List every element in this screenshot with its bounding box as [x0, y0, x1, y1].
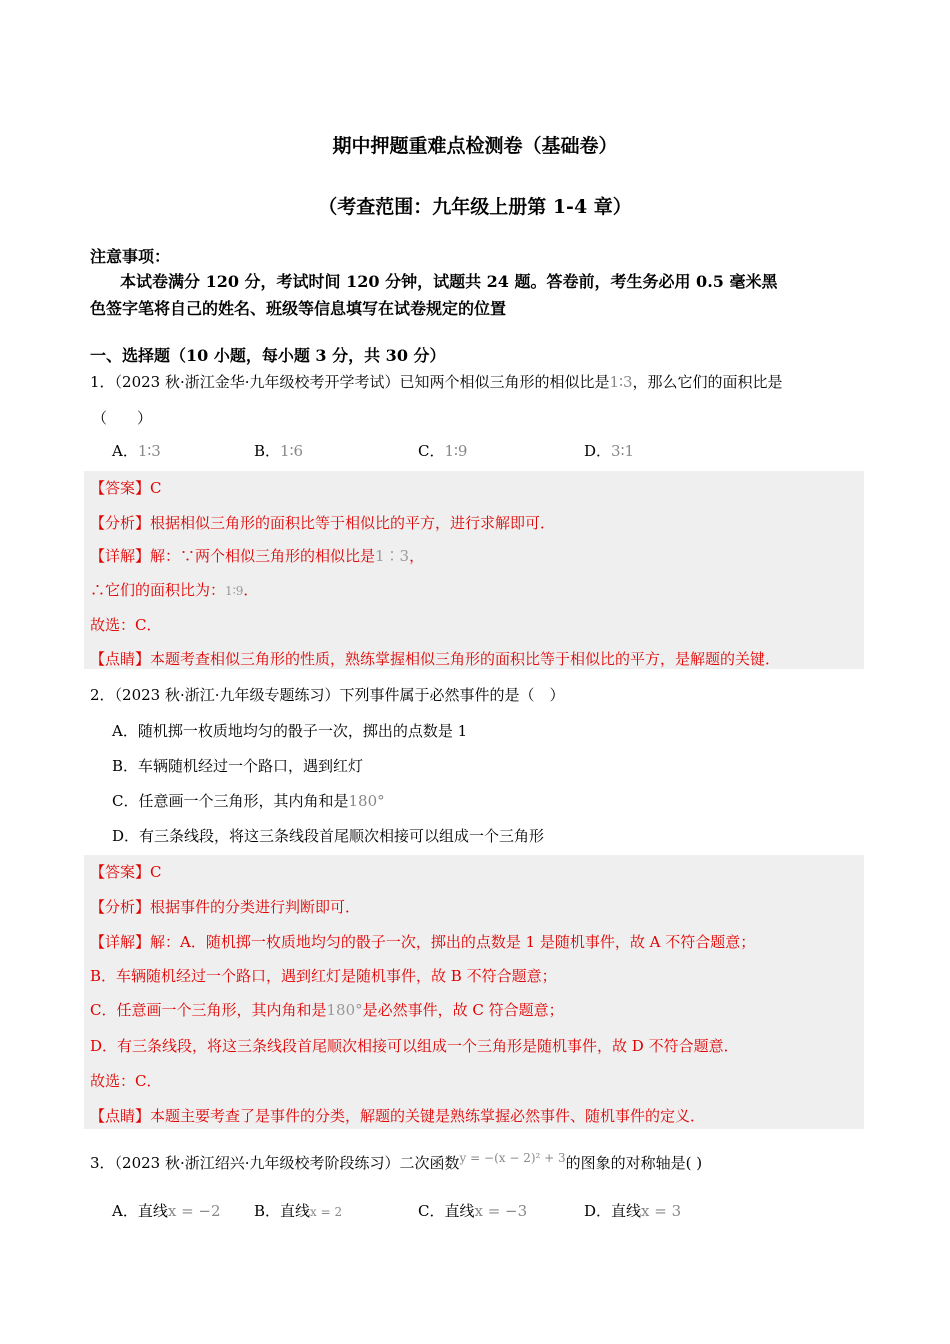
- question-number: 2．: [90, 686, 115, 704]
- detail-line-1: [90, 545, 424, 566]
- option-label: D．: [584, 442, 612, 460]
- comment-line: 【点睛】本题考查相似三角形的性质，熟练掌握相似三角形的面积比等于相似比的平方，是解题的关键．: [90, 650, 781, 668]
- detail-line-1: 【详解】解：A．随机掷一枚质地均匀的骰子一次，掷出的点数是 1 是随机事件，故 A 不符合题意；: [90, 933, 756, 951]
- question-3-stem: [90, 1152, 702, 1173]
- detail-line-2: B．车辆随机经过一个路口，遇到红灯是随机事件，故 B 不符合题意；: [90, 967, 557, 985]
- detail-text-end: ，: [409, 547, 425, 565]
- question-text-end: ，那么它们的面积比是: [632, 373, 783, 391]
- notice-line-2: 色签字笔将自己的姓名、班级等信息填写在试卷规定的位置: [90, 299, 507, 318]
- detail-text-end: 是必然事件，故 C 符合题意；: [362, 1001, 564, 1019]
- option-label: A．直线: [112, 1202, 168, 1220]
- math-expression: 180°: [348, 792, 385, 810]
- question-source: （2023 秋·浙江金华·九年级校考开学考试）: [114, 373, 400, 391]
- option-a: [112, 1200, 221, 1221]
- question-source: （2023 秋·浙江绍兴·九年级校考阶段练习）: [114, 1154, 400, 1172]
- answer-line: 【答案】C: [90, 863, 162, 881]
- option-a: A．随机掷一枚质地均匀的骰子一次，掷出的点数是 1: [112, 722, 468, 740]
- option-b: [254, 1200, 342, 1221]
- question-text: 下列事件属于必然事件的是（ ）: [339, 686, 565, 704]
- option-label: C．: [418, 442, 445, 460]
- option-math: x = 2: [310, 1205, 343, 1219]
- answer-line: 【答案】C: [90, 479, 162, 497]
- choice-line: 故选：C．: [90, 1072, 162, 1090]
- question-source: （2023 秋·浙江·九年级专题练习）: [114, 686, 340, 704]
- page-subtitle: （考查范围：九年级上册第 1-4 章）: [318, 196, 632, 218]
- analysis-line: 【分析】根据事件的分类进行判断即可．: [90, 898, 361, 916]
- question-number: 3．: [90, 1154, 115, 1172]
- notice-heading: 注意事项：: [90, 247, 171, 266]
- option-label: C．直线: [418, 1202, 475, 1220]
- math-expression: 1∶3: [609, 373, 633, 391]
- question-2-stem: [90, 684, 565, 705]
- math-expression: 1∶3: [375, 547, 410, 565]
- notice-line-1: 本试卷满分 120 分，考试时间 120 分钟，试题共 24 题。答卷前，考生务必用 0.5 毫米黑: [120, 272, 778, 291]
- option-math: 3∶1: [611, 442, 635, 460]
- detail-line-3: [90, 999, 564, 1020]
- question-number: 1．: [90, 373, 115, 391]
- choice-line: 故选：C．: [90, 616, 162, 634]
- page-title: 期中押题重难点检测卷（基础卷）: [332, 135, 618, 157]
- answer-block-2: [84, 855, 864, 1129]
- option-math: 1∶9: [444, 442, 468, 460]
- math-expression: y = −(x − 2)² + 3: [459, 1151, 566, 1165]
- option-text: C．任意画一个三角形，其内角和是: [112, 792, 349, 810]
- comment-line: 【点睛】本题主要考查了是事件的分类，解题的关键是熟练掌握必然事件、随机事件的定义．: [90, 1107, 706, 1125]
- option-math: 1∶6: [280, 442, 304, 460]
- question-text: 二次函数: [399, 1154, 460, 1172]
- option-d: [584, 440, 634, 461]
- analysis-line: 【分析】根据相似三角形的面积比等于相似比的平方，进行求解即可．: [90, 514, 556, 532]
- math-expression: 1∶9: [225, 584, 244, 598]
- option-a: [112, 440, 161, 461]
- question-1-stem: [90, 371, 783, 392]
- section-heading: 一、选择题（10 小题，每小题 3 分，共 30 分）: [90, 346, 446, 365]
- option-math: x = 3: [641, 1202, 682, 1220]
- answer-block-1: [84, 471, 864, 669]
- detail-text: C．任意画一个三角形，其内角和是: [90, 1001, 327, 1019]
- option-math: 1∶3: [137, 442, 161, 460]
- option-label: A．: [112, 442, 138, 460]
- option-label: D．直线: [584, 1202, 642, 1220]
- option-b: [254, 440, 303, 461]
- detail-line-4: D．有三条线段，将这三条线段首尾顺次相接可以组成一个三角形是随机事件，故 D 不符合题意．: [90, 1037, 739, 1055]
- detail-line-2: [90, 579, 258, 600]
- option-b: B．车辆随机经过一个路口，遇到红灯: [112, 757, 364, 775]
- option-d: D．有三条线段，将这三条线段首尾顺次相接可以组成一个三角形: [112, 827, 545, 845]
- detail-text: ∴它们的面积比为：: [90, 581, 226, 599]
- math-expression: 180°: [326, 1001, 363, 1019]
- option-math: x = −3: [474, 1202, 528, 1220]
- option-c: [112, 790, 385, 811]
- answer-paren: （ ）: [92, 409, 153, 427]
- option-label: B．直线: [254, 1202, 311, 1220]
- option-label: B．: [254, 442, 281, 460]
- question-text-end: 的图象的对称轴是( ): [565, 1154, 703, 1172]
- detail-text: 【详解】解：∵两个相似三角形的相似比是: [90, 547, 376, 565]
- option-d: [584, 1200, 681, 1221]
- option-math: x = −2: [167, 1202, 221, 1220]
- option-c: [418, 1200, 527, 1221]
- option-c: [418, 440, 467, 461]
- question-text: 已知两个相似三角形的相似比是: [399, 373, 610, 391]
- detail-text-end: ．: [243, 581, 259, 599]
